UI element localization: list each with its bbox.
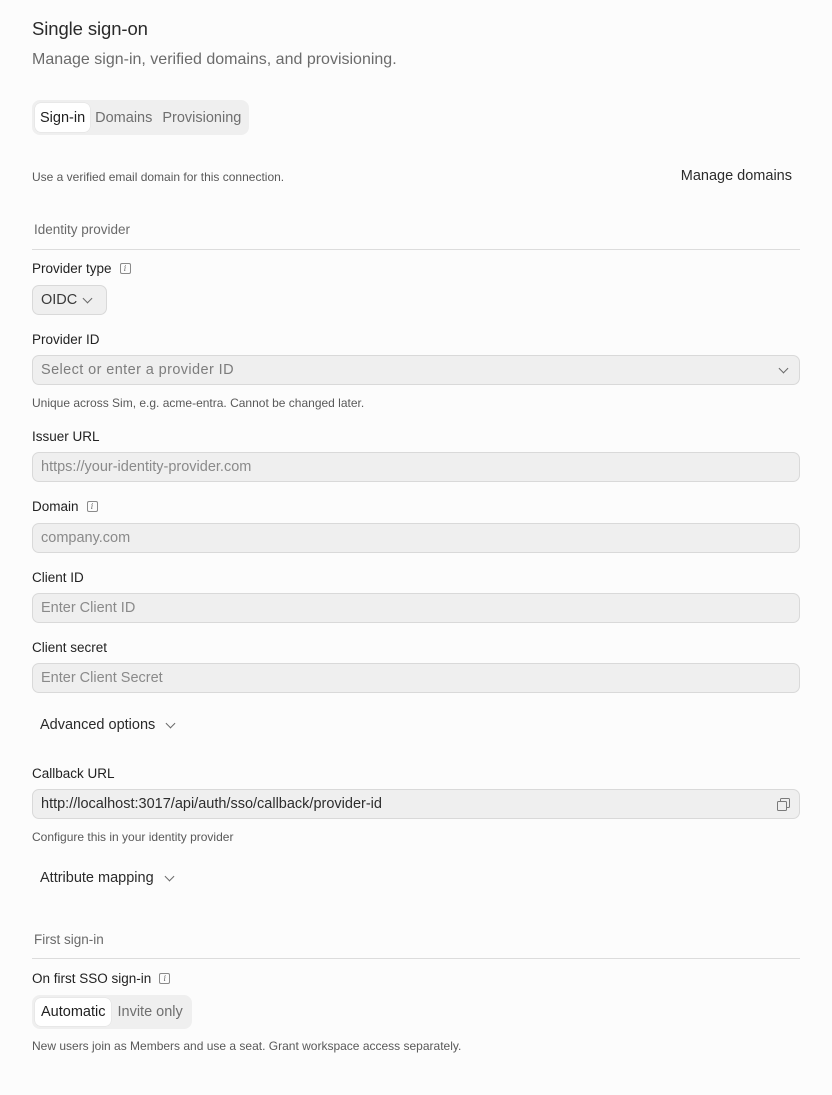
advanced-options-toggle[interactable]: [40, 717, 174, 733]
section-label-first-sign-in: First sign-in: [34, 932, 104, 947]
first-sign-in-segmented-control: [32, 995, 192, 1029]
provider-id-label: [32, 332, 100, 347]
divider: [32, 249, 800, 250]
tab-domains[interactable]: Domains: [95, 109, 153, 126]
info-icon[interactable]: i: [120, 263, 131, 274]
client-id-label: [32, 570, 84, 585]
provider-type-label-text: Provider type: [32, 261, 112, 276]
chevron-down-icon: [83, 293, 93, 303]
page-subtitle: Manage sign-in, verified domains, and provisioning.: [32, 51, 397, 68]
issuer-url-label: [32, 429, 100, 444]
client-secret-label-text: Client secret: [32, 640, 108, 655]
issuer-url-field: [32, 452, 800, 482]
client-id-input[interactable]: [41, 600, 791, 616]
advanced-options-label: Advanced options: [40, 717, 156, 733]
attribute-mapping-label: Attribute mapping: [40, 870, 154, 886]
issuer-url-label-text: Issuer URL: [32, 429, 100, 444]
provider-type-value: OIDC: [41, 292, 78, 308]
provider-type-select[interactable]: [32, 285, 107, 315]
chevron-down-icon[interactable]: [779, 363, 789, 373]
first-sso-label: [32, 971, 170, 986]
callback-url-label: [32, 766, 115, 781]
option-invite-only[interactable]: Invite only: [117, 1004, 183, 1020]
issuer-url-input[interactable]: [41, 459, 791, 475]
domain-label-text: Domain: [32, 499, 79, 514]
client-secret-field: [32, 663, 800, 693]
provider-id-placeholder: Select or enter a provider ID: [41, 362, 234, 378]
copy-icon[interactable]: [777, 798, 789, 810]
domain-label: [32, 499, 98, 514]
domain-field: [32, 523, 800, 553]
option-automatic[interactable]: Automatic: [35, 998, 111, 1026]
section-label-identity-provider: Identity provider: [34, 222, 131, 237]
attribute-mapping-toggle[interactable]: [40, 870, 173, 886]
first-sso-label-text: On first SSO sign-in: [32, 971, 152, 986]
client-id-label-text: Client ID: [32, 570, 84, 585]
provider-type-label: [32, 261, 131, 276]
provider-id-label-text: Provider ID: [32, 332, 100, 347]
client-secret-input[interactable]: [41, 670, 791, 686]
callback-url-help: Configure this in your identity provider: [32, 830, 234, 844]
page-title: Single sign-on: [32, 18, 148, 39]
info-icon[interactable]: i: [87, 501, 98, 512]
tab-provisioning[interactable]: Provisioning: [162, 109, 242, 126]
callback-url-value: http://localhost:3017/api/auth/sso/callback/provider-id: [41, 796, 382, 812]
client-secret-label: [32, 640, 107, 655]
divider: [32, 958, 800, 959]
domain-input[interactable]: [41, 530, 791, 546]
chevron-down-icon: [166, 718, 176, 728]
first-sign-in-help: New users join as Members and use a seat. Grant workspace access separately.: [32, 1039, 462, 1053]
provider-id-help: Unique across Sim, e.g. acme-entra. Cannot be changed later.: [32, 396, 365, 410]
domain-hint: Use a verified email domain for this connection.: [32, 170, 285, 184]
chevron-down-icon: [164, 871, 174, 881]
tab-bar: [32, 100, 249, 135]
callback-url-field: [32, 789, 800, 819]
manage-domains-button[interactable]: Manage domains: [680, 168, 792, 184]
tab-sign-in[interactable]: Sign-in: [35, 103, 90, 132]
client-id-field: [32, 593, 800, 623]
info-icon[interactable]: i: [159, 973, 170, 984]
provider-id-combobox[interactable]: [32, 355, 800, 385]
callback-url-label-text: Callback URL: [32, 766, 115, 781]
